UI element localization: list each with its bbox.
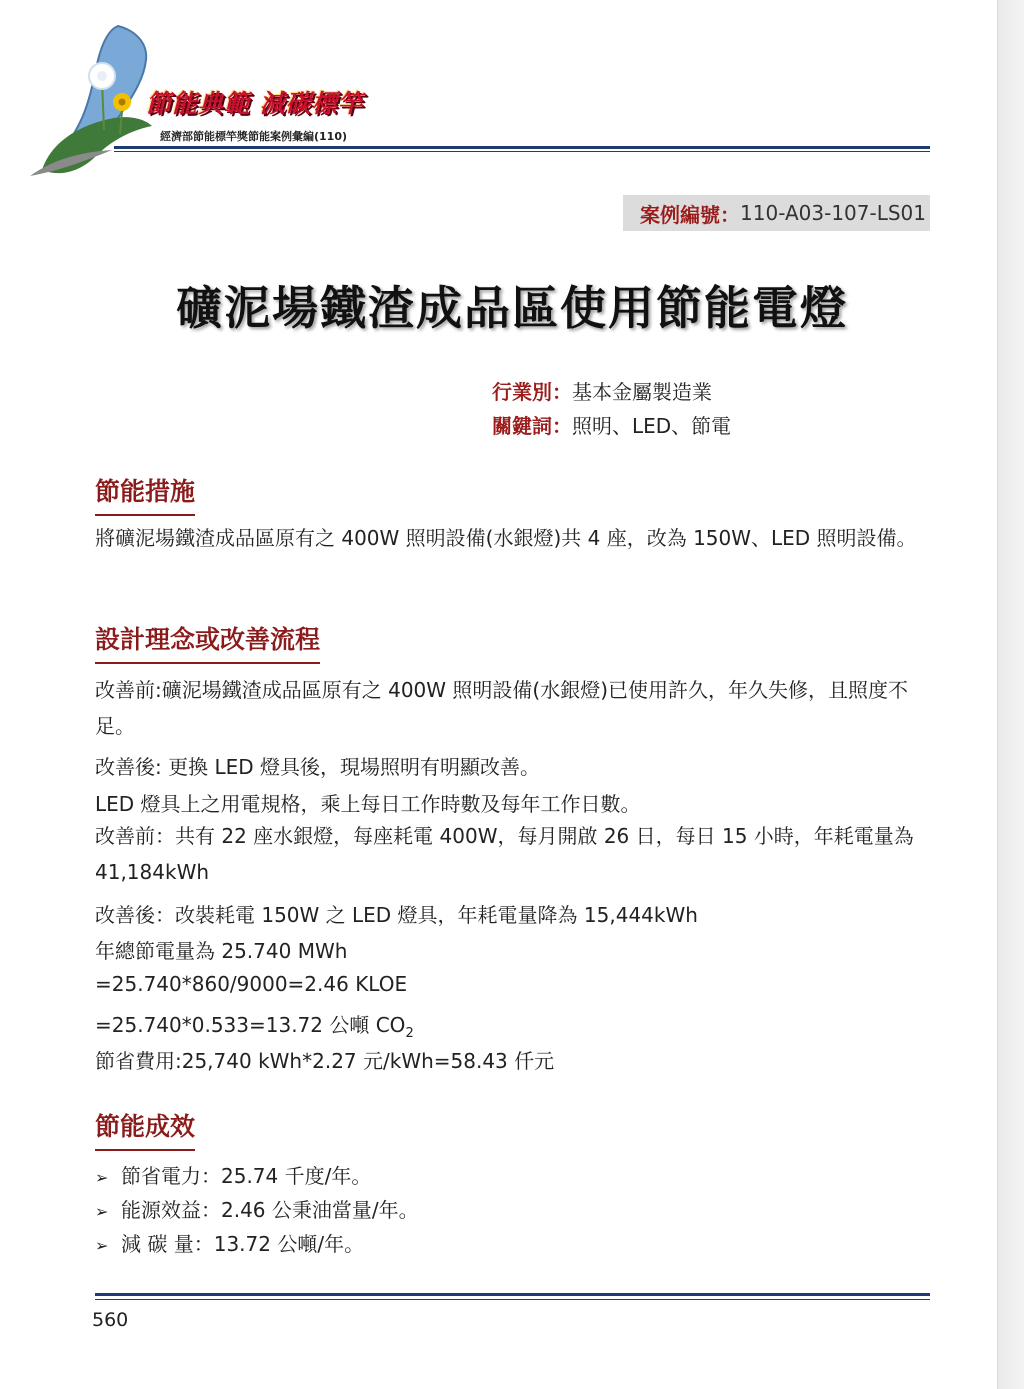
result-item-energy bbox=[95, 1194, 419, 1223]
header-rule bbox=[114, 146, 930, 149]
result-item-text: 能源效益：2.46 公秉油當量/年。 bbox=[121, 1198, 419, 1222]
keywords-value: 照明、LED、節電 bbox=[572, 414, 732, 438]
keywords-row bbox=[492, 410, 731, 439]
co2-calc-main: =25.740*0.533=13.72 公噸 CO bbox=[95, 1013, 406, 1037]
case-number-label: 案例編號： bbox=[640, 202, 741, 227]
design-after-text: 改善後: 更換 LED 燈具後，現場照明有明顯改善。 bbox=[95, 755, 540, 779]
measures-text: 將礦泥場鐵渣成品區原有之 400W 照明設備(水銀燈)共 4 座，改為 150W、LED 照明設備。 bbox=[95, 526, 917, 550]
design-spec-text: LED 燈具上之用電規格，乘上每日工作時數及每年工作日數。 bbox=[95, 792, 641, 816]
keywords-label: 關鍵詞： bbox=[492, 414, 572, 438]
co2-calc-text bbox=[95, 1009, 414, 1041]
page-edge bbox=[997, 0, 1024, 1389]
case-number-value: 110-A03-107-LS01 bbox=[740, 201, 926, 225]
kloe-calc-text: =25.740*860/9000=2.46 KLOE bbox=[95, 972, 408, 996]
section-heading-design: 設計理念或改善流程 bbox=[95, 620, 320, 664]
header-subtitle: 經濟部節能標竿獎節能案例彙編(110) bbox=[160, 130, 348, 143]
bullet-arrow-icon: ➢ bbox=[95, 1168, 109, 1187]
total-saving-text: 年總節電量為 25.740 MWh bbox=[95, 939, 348, 963]
page-number: 560 bbox=[92, 1309, 129, 1331]
design-before-text: 改善前:礦泥場鐵渣成品區原有之 400W 照明設備(水銀燈)已使用許久，年久失修，且照度不足。 bbox=[95, 678, 909, 738]
footer-rule bbox=[95, 1293, 930, 1296]
industry-row bbox=[492, 376, 712, 405]
cost-saving-text: 節省費用:25,740 kWh*2.27 元/kWh=58.43 仟元 bbox=[95, 1049, 555, 1073]
section-heading-measures: 節能措施 bbox=[95, 472, 195, 516]
footer-rule-thin bbox=[95, 1299, 930, 1300]
industry-label: 行業別： bbox=[492, 380, 572, 404]
industry-value: 基本金屬製造業 bbox=[572, 380, 712, 404]
result-item-electricity bbox=[95, 1160, 371, 1189]
result-item-carbon bbox=[95, 1228, 364, 1257]
page-title: 礦泥場鐵渣成品區使用節能電燈 bbox=[176, 281, 848, 335]
header-rule-thin bbox=[114, 151, 930, 152]
design-after-calc: 改善後：改裝耗電 150W 之 LED 燈具，年耗電量降為 15,444kWh bbox=[95, 903, 698, 927]
design-before-calc: 改善前：共有 22 座水銀燈，每座耗電 400W，每月開啟 26 日，每日 15 小時，年耗電量為 41,184kWh bbox=[95, 824, 914, 884]
bullet-arrow-icon: ➢ bbox=[95, 1202, 109, 1221]
section-heading-results: 節能成效 bbox=[95, 1107, 195, 1151]
result-item-text: 節省電力：25.74 千度/年。 bbox=[121, 1164, 372, 1188]
header-slogan: 節能典範 減碳標竿 bbox=[146, 89, 364, 118]
bullet-arrow-icon: ➢ bbox=[95, 1236, 109, 1255]
case-number-box bbox=[623, 195, 930, 231]
result-item-text: 減 碳 量：13.72 公噸/年。 bbox=[121, 1232, 365, 1256]
co2-subscript: 2 bbox=[405, 1026, 414, 1041]
